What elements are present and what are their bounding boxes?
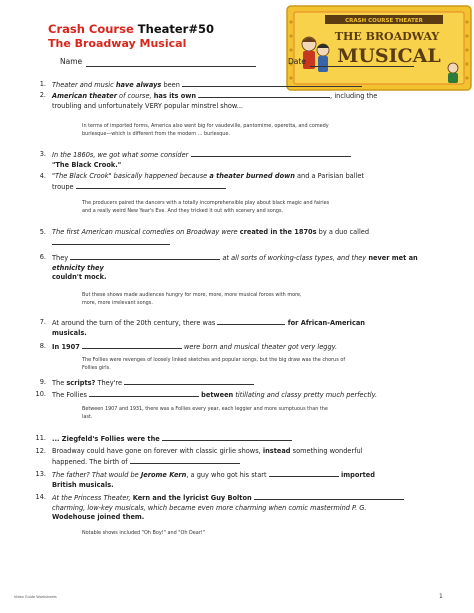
answer-blank[interactable] bbox=[130, 457, 240, 464]
title-block bbox=[48, 22, 214, 51]
note-8: The Follies were revenges of loosely linked sketches and popular songs, but the big draw was the chorus of Follies girls. bbox=[82, 357, 346, 371]
title-episode: Theater#50 bbox=[137, 22, 214, 36]
answer-blank[interactable] bbox=[82, 342, 182, 349]
title-crash-course: Crash Course bbox=[48, 22, 134, 36]
ticket-line1: THE BROADWAY bbox=[334, 30, 440, 43]
date-field[interactable] bbox=[310, 66, 414, 67]
note-4: The producers paired the dancers with a totally incomprehensible play about black magic and fairies and a really weird New Year's Eve. And they tricked it out with scenery and songs. bbox=[82, 200, 330, 214]
answer-blank[interactable] bbox=[89, 390, 199, 397]
name-label: Name bbox=[60, 57, 83, 66]
worksheet-page: Crash Course Theater#50 The Broadway Musical CRASH COURSE THEATER THE BROADWAY MUSICAL Name Date 1. Theater and music have always been 2. American theater of course, has its own , including the troubling and unfortunately VERY popular minstrel show... In terms of imported forms, America also went big for vaudeville, pantomime, operetta, and comedy burlesque—which is different from the modern ... burlesque. 3. In the 1860s, we got what some consider "The Black Crook." 4. "The Black Crook" basically happened because a theater burned down and a Parisian ballet troupe The producers paired the dancers with a totally incomprehensible play about black magic and fairies and a really weird New Year's Eve. And they tricked it out with scenery and songs. 5. The first American musical comedies on Broadway were created in the 1870s by a duo called 6. They at all sorts of working-class types, and they never met an ethnicity they couldn't mock. But these shows made audiences hungry for more, more, more musical forces with more, more, more irrelevant songs. 7. At around the turn of the 20th century, there was for African-American musicals. 8. In 1907 were born and musical theater got very leggy. The Follies were revenges of loosely linked sketches and popular songs, but the big draw was the chorus of Follies girls. 9. The scripts? They're 10. The Follies between titillating and classy pretty much perfectly. Between 1907 and 1931, there was a Follies every year, each leggier and more sumptuous than the last. 11. ... Ziegfeld's Follies were the 12. Broadway could have gone on forever with classic girlie shows, instead something wonderful happened. The birth of 13. The father? That would be Jerome Kern, a guy who got his start imported British musicals. 14. At the Princess Theater, Kern and the lyricist Guy Bolton charming, low-key musicals, which became even more charming when comic mastermind P. G. Wodehouse joined them. Notable shows included "Oh Boy!" and "Oh Dear!" Video Guide Worksheets 1 bbox=[0, 0, 474, 613]
note-2: In terms of imported forms, America also went big for vaudeville, pantomime, operetta, and comedy burlesque—which is different from the modern ... burlesque. bbox=[82, 123, 329, 137]
ticket-line2: MUSICAL bbox=[337, 45, 441, 67]
ticket-top-text: CRASH COURSE THEATER bbox=[345, 18, 423, 24]
answer-blank[interactable] bbox=[124, 378, 254, 385]
answer-blank[interactable] bbox=[217, 318, 285, 325]
answer-blank[interactable] bbox=[269, 470, 339, 477]
name-field[interactable] bbox=[86, 66, 256, 67]
page-subtitle: The Broadway Musical bbox=[48, 37, 187, 50]
page-number: 1 bbox=[439, 593, 443, 600]
note-6: But these shows made audiences hungry for more, more, more musical forces with more, more, more irrelevant songs. bbox=[82, 292, 302, 306]
page-title bbox=[48, 22, 214, 36]
note-10: Between 1907 and 1931, there was a Follies every year, each leggier and more sumptuous than the last. bbox=[82, 406, 328, 420]
footer-credit: Video Guide Worksheets bbox=[14, 595, 57, 599]
note-14: Notable shows included "Oh Boy!" and "Oh Dear!" bbox=[82, 530, 205, 536]
answer-blank[interactable] bbox=[182, 80, 362, 87]
answer-blank[interactable] bbox=[198, 91, 330, 98]
answer-blank[interactable] bbox=[191, 150, 351, 157]
answer-blank[interactable] bbox=[162, 434, 292, 441]
answer-blank[interactable] bbox=[76, 182, 226, 189]
answer-blank[interactable] bbox=[254, 493, 404, 500]
answer-blank[interactable] bbox=[70, 253, 220, 260]
answer-blank[interactable] bbox=[52, 238, 170, 245]
date-label: Date bbox=[288, 57, 306, 66]
